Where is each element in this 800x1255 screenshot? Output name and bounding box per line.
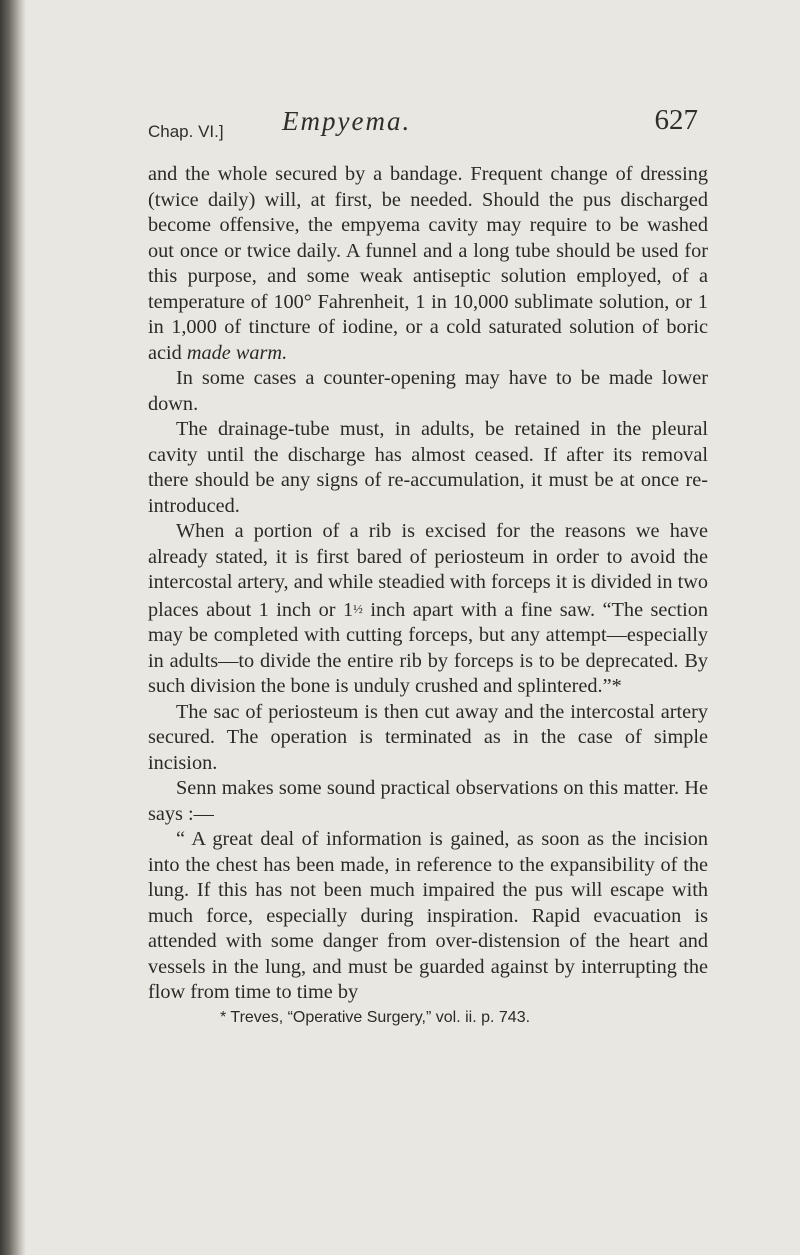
paragraph-text: and the whole secured by a bandage. Frequent change of dressing (twice daily) will, at first, be needed. Should the pus discharged become offensive, the empyema cavity may require to be washed out once or twice daily. A funnel and a long tube should be used for this purpose, and some weak antiseptic solution employed, of a temperature of 100° Fahrenheit, 1 in 10,000 sublimate solution, or 1 in 1,000 of tincture of iodine, or a cold saturated solution of boric acid [148,163,708,364]
chapter-label: Chap. VI.] [148,122,224,141]
body-text [148,162,708,1006]
paragraph-text: inch apart with a fine saw. “The section may be completed with cutting forceps, but any attempt—especially in adults—to divide the entire rib by forceps is to be deprecated. By such division the bone is unduly crushed and splintered.”* [148,598,708,697]
paragraph [148,162,708,366]
paragraph: “ A great deal of information is gained, as soon as the incision into the chest has been made, in reference to the expansibility of the lung. If this has not been much impaired the pus will escape with much force, especially during inspiration. Rapid evacuation is attended with some danger from over-distension of the heart and vessels in the lung, and must be guarded against by interrupting the flow from time to time by [148,828,708,1003]
page-number: 627 [654,104,698,136]
paragraph: Senn makes some sound practical observations on this matter. He says :— [148,777,708,825]
paragraph: The drainage-tube must, in adults, be retained in the pleural cavity until the discharge has almost ceased. If after its removal there should be any signs of re-accumulation, it must be at once re-introduced. [148,418,708,517]
running-head [148,100,708,140]
book-binding-shadow [0,0,26,1255]
paragraph: The sac of periosteum is then cut away and the intercostal artery secured. The operation is terminated as in the case of simple incision. [148,700,708,774]
italic-phrase: made warm. [186,341,288,364]
running-title: Empyema. [282,106,412,136]
fraction: ½ [353,600,363,616]
paragraph-text: When a portion of a rib is excised for the reasons we have already stated, it is first bared of periosteum in order to avoid the intercostal artery, and while steadied with forceps it is divided in two places about 1 inch or 1 [148,520,708,621]
paragraph: In some cases a counter-opening may have to be made lower down. [148,367,708,415]
footnote: * Treves, “Operative Surgery,” vol. ii. p. 743. [220,1008,531,1026]
paragraph [148,519,708,700]
book-page [148,100,708,1028]
